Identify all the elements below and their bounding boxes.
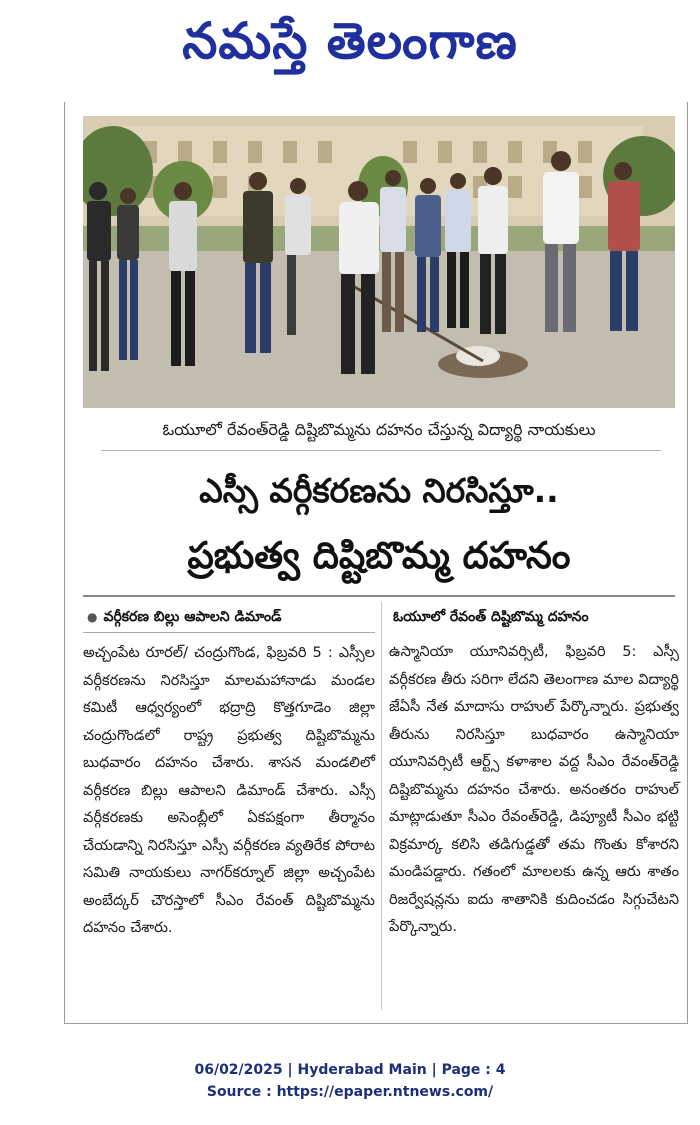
news-photo bbox=[83, 116, 675, 408]
right-subheading: ఓయూలో రేవంత్‌ దిష్టిబొమ్మ దహనం bbox=[393, 609, 589, 625]
left-subheading bbox=[83, 602, 375, 633]
headline-divider bbox=[83, 595, 675, 597]
news-clipping bbox=[64, 102, 688, 1024]
left-article-body: అచ్చంపేట రూరల్‌/ చంద్రుగొండ, ఫిబ్రవరి 5 : ఎస్సీల వర్గీకరణను నిరసిస్తూ మాలమహానాడు మండల కమిటీ ఆధ్వర్యంలో భద్రాద్రి కొత్తగూడెం జిల్లా చంద్రుగొండలో రాష్ట్ర ప్రభుత్వ దిష్టిబొమ్మను బుధవారం దహనం చేశారు. శాసన మండలిలో వర్గీకరణ బిల్లు ఆపాలని డిమాండ్‌ చేశారు. ఎస్సీ వర్గీకరణకు అసెంబ్లీలో ఏకపక్షంగా తీర్మానం చేయడాన్ని నిరసిస్తూ ఎస్సీ వర్గీకరణ వ్యతిరేక పోరాట సమితి నాయకులు నాగర్‌కర్నూల్‌ జిల్లా అచ్చంపేట అంబేద్కర్‌ చౌరస్తాలో సీఎం రేవంత్‌ దిష్టిబొమ్మను దహనం చేశారు. bbox=[83, 644, 375, 936]
headline-line-2: ప్రభుత్వ దిష్టిబొమ్మ దహనం bbox=[187, 534, 571, 577]
column-divider bbox=[381, 602, 382, 1010]
footer-edition-info: 06/02/2025 | Hyderabad Main | Page : 4 bbox=[194, 1062, 506, 1078]
right-column bbox=[389, 602, 679, 941]
bullet-icon: ● bbox=[87, 610, 98, 624]
footer-source-link[interactable]: Source : https://epaper.ntnews.com/ bbox=[206, 1084, 494, 1100]
photo-caption: ఓయూలో రేవంత్‌రెడ్డి దిష్టిబొమ్మను దహనం చేస్తున్న విద్యార్థి నాయకులు bbox=[162, 420, 596, 439]
protest-photo-illustration bbox=[83, 116, 675, 408]
right-article-body: ఉస్మానియా యూనివర్సిటీ, ఫిబ్రవరి 5: ఎస్సీ వర్గీకరణ తీరు సరిగా లేదని తెలంగాణ మాల విద్యార్థి జేఏసీ నేత మాదాసు రాహుల్‌ పేర్కొన్నారు. ప్రభుత్వ తీరును నిరసిస్తూ బుధవారం ఉస్మానియా యూనివర్సిటీ ఆర్ట్స్‌ కళాశాల వద్ద సీఎం రేవంత్‌రెడ్డి దిష్టిబొమ్మను దహనం చేశారు. అనంతరం రాహుల్‌ మాట్లాడుతూ సీఎం రేవంత్‌రెడ్డి, డిప్యూటీ సీఎం భట్టి విక్రమార్క కలిసి తడిగుడ్డతో తమ గొంతు కోశారని మండిపడ్డారు. గతంలో మాలలకు ఉన్న ఆరు శాతం రిజర్వేషన్లను ఐదు శాతానికి కుదించడం సిగ్గుచేటని పేర్కొన్నారు. bbox=[389, 643, 679, 935]
masthead-logo: నమస్తే తెలంగాణ bbox=[182, 12, 518, 70]
left-column bbox=[83, 602, 375, 942]
caption-divider bbox=[101, 450, 661, 451]
left-subheading-text: వర్గీకరణ బిల్లు ఆపాలని డిమాండ్ bbox=[103, 609, 282, 625]
headline-line-1: ఎస్సీ వర్గీకరణను నిరసిస్తూ.. bbox=[199, 471, 559, 510]
